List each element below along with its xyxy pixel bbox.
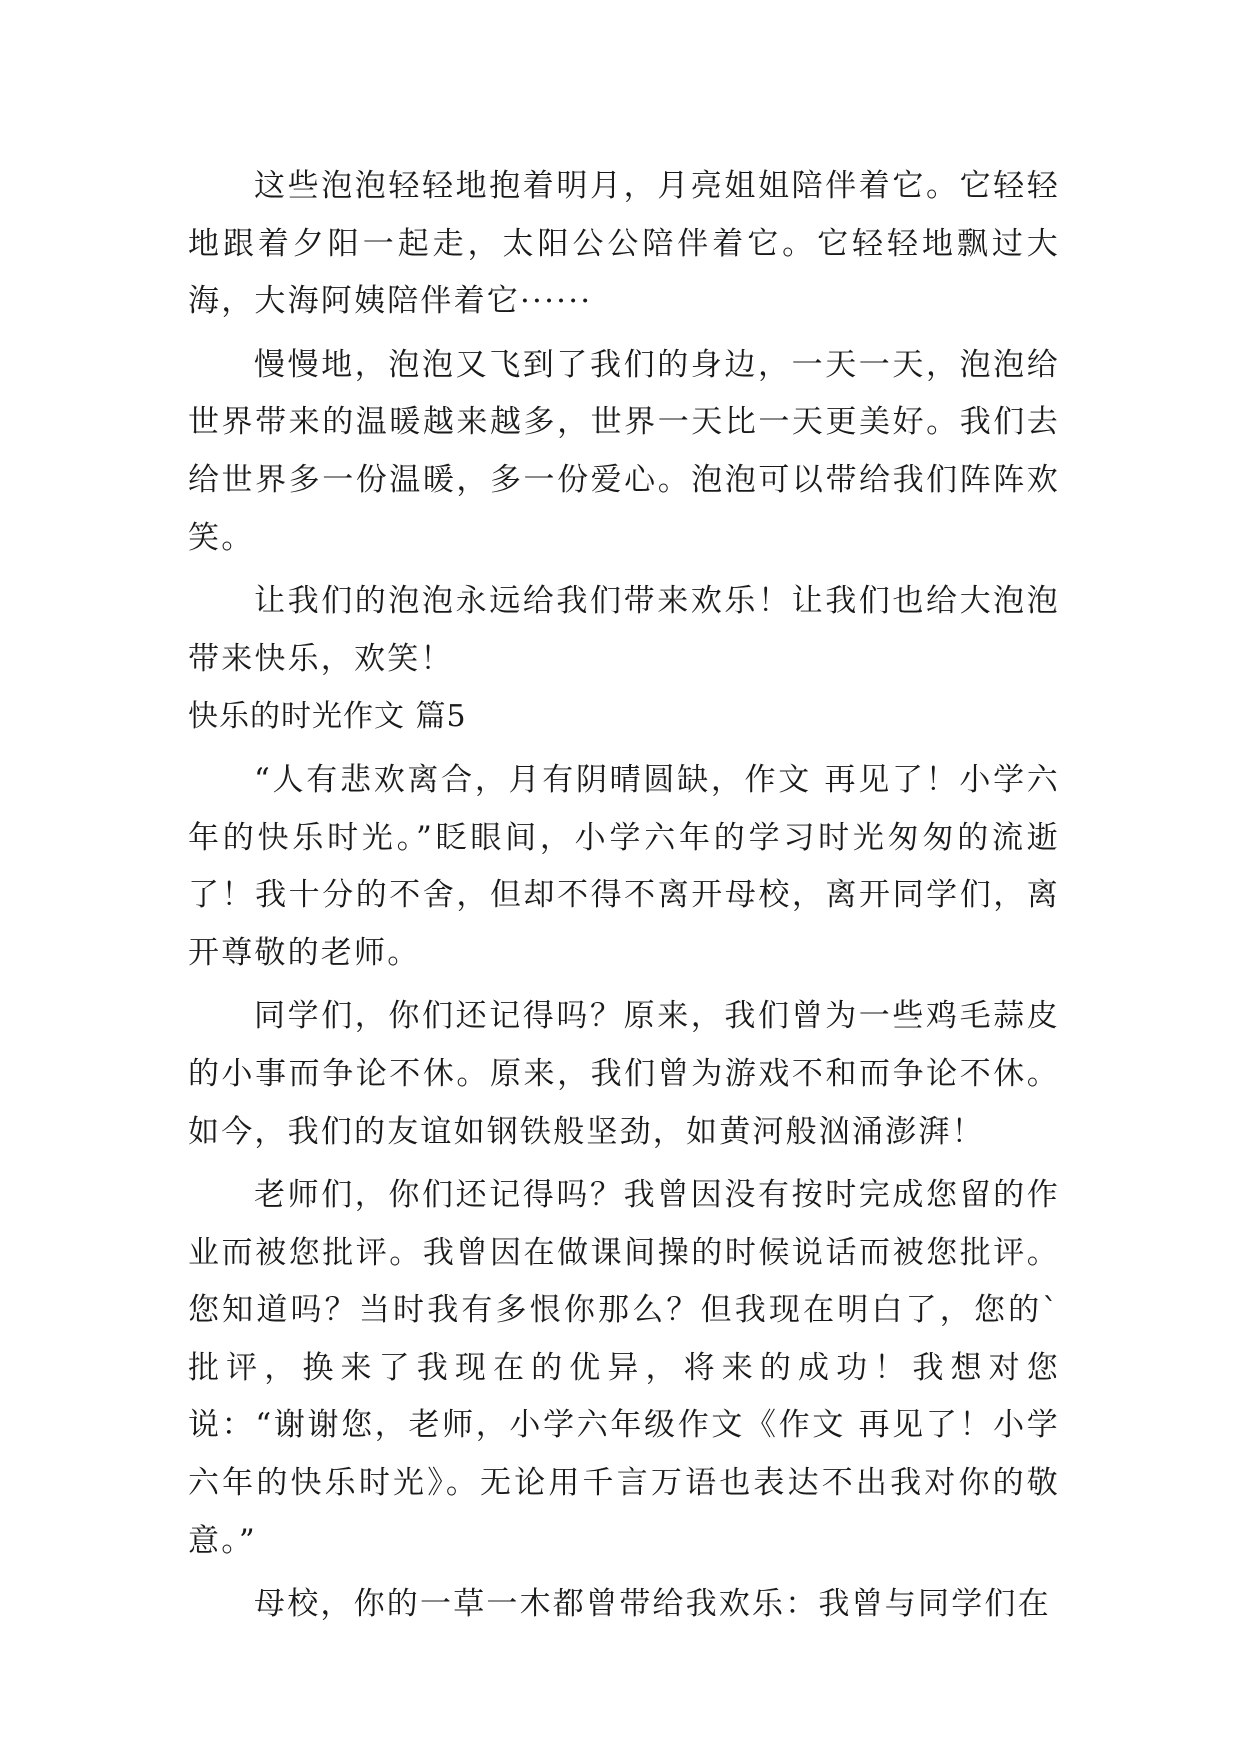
section-heading: 快乐的时光作文 篇5	[188, 699, 467, 735]
paragraph: 慢慢地，泡泡又飞到了我们的身边，一天一天，泡泡给世界带来的温暖越来越多，世界一天比一天更美好。我们去给世界多一份温暖，多一份爱心。泡泡可以带给我们阵阵欢笑。	[188, 346, 1060, 556]
paragraph: “人有悲欢离合，月有阴晴圆缺，作文 再见了！小学六年的快乐时光。”眨眼间，小学六年的学习时光匆匆的流逝了！我十分的不舍，但却不得不离开母校，离开同学们，离开尊敬的老师。	[188, 761, 1060, 971]
paragraph: 这些泡泡轻轻地抱着明月，月亮姐姐陪伴着它。它轻轻地跟着夕阳一起走，太阳公公陪伴着它。它轻轻地飘过大海，大海阿姨陪伴着它······	[188, 168, 1060, 320]
paragraph: 让我们的泡泡永远给我们带来欢乐！让我们也给大泡泡带来快乐，欢笑！	[188, 583, 1060, 677]
paragraph: 同学们，你们还记得吗？原来，我们曾为一些鸡毛蒜皮的小事而争论不休。原来，我们曾为游戏不和而争论不休。如今，我们的友谊如钢铁般坚劲，如黄河般汹涌澎湃！	[188, 998, 1060, 1150]
document-body	[188, 158, 1060, 1634]
paragraph: 老师们，你们还记得吗？我曾因没有按时完成您留的作业而被您批评。我曾因在做课间操的时候说话而被您批评。您知道吗？当时我有多恨你那么？但我现在明白了，您的`批评，换来了我现在的优异，将来的成功！我想对您说：“谢谢您，老师，小学六年级作文《作文 再见了！小学六年的快乐时光》。无论用千言万语也表达不出我对你的敬意。”	[188, 1177, 1060, 1559]
paragraph: 母校，你的一草一木都曾带给我欢乐：我曾与同学们在	[254, 1586, 1051, 1623]
